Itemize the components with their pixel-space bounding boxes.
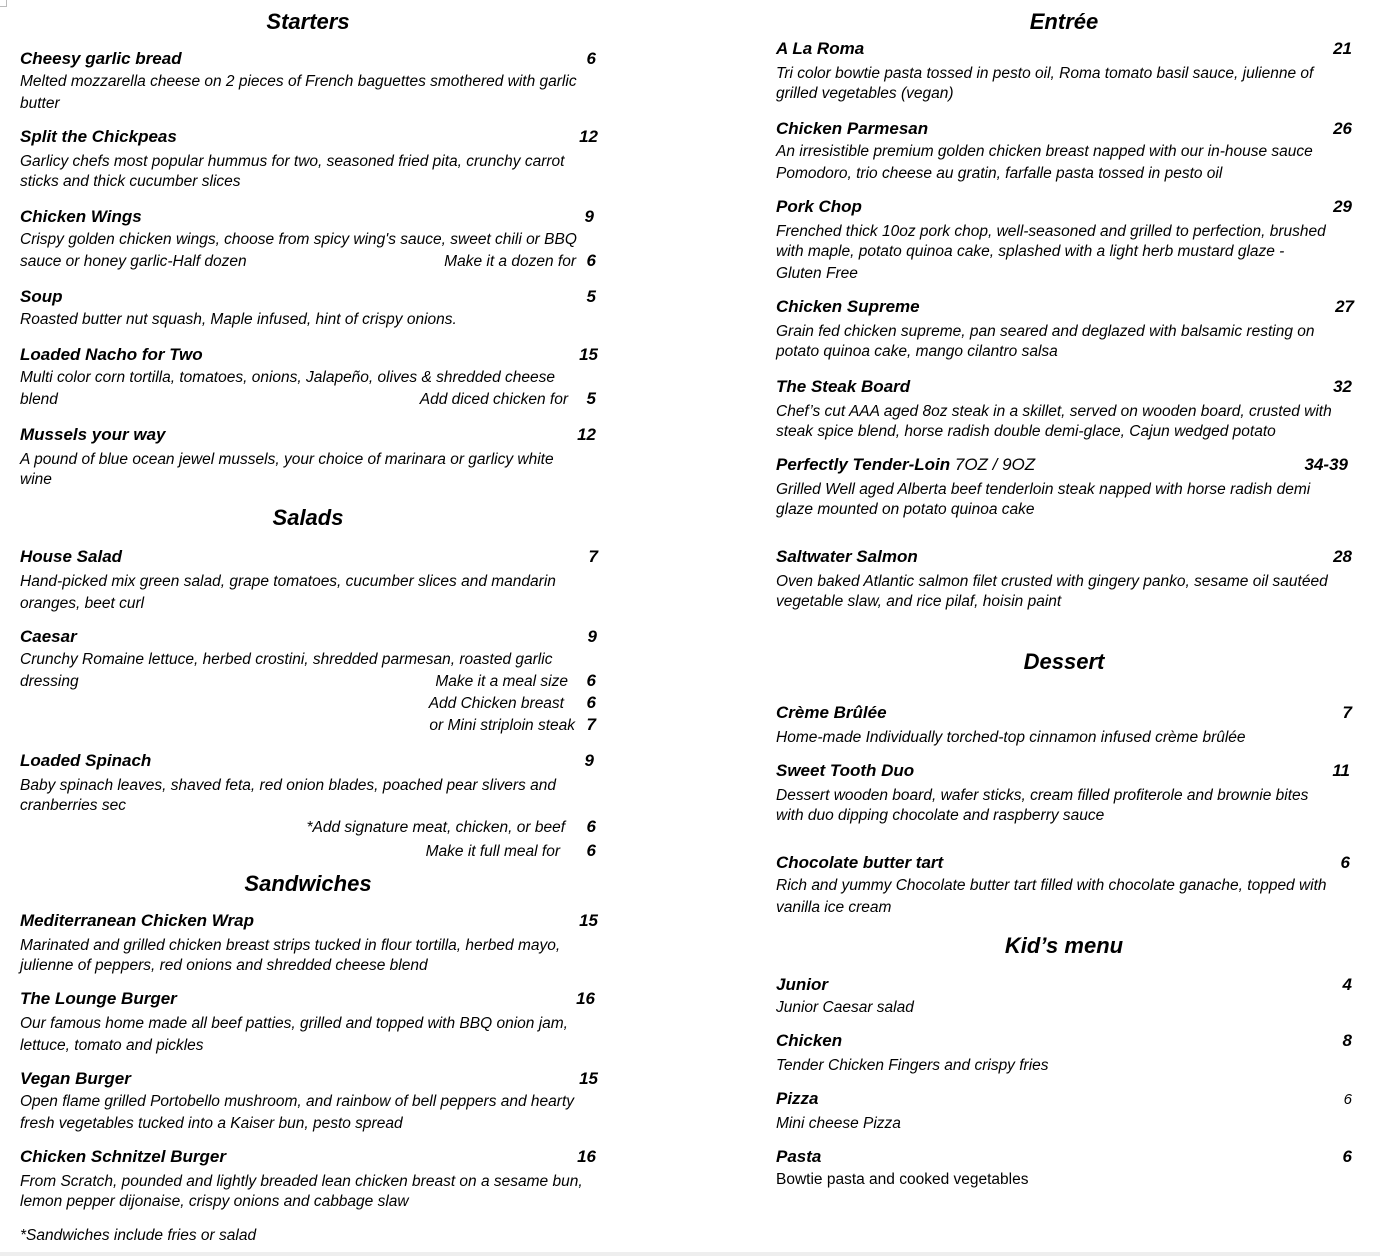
addon-price: 6	[586, 671, 596, 690]
item-description: Grain fed chicken supreme, pan seared and deglazed with balsamic resting on	[776, 323, 1315, 340]
item-price: 9	[584, 751, 594, 770]
addon-price: 6	[586, 817, 596, 836]
item-price: 6	[1342, 1147, 1352, 1166]
item-description: vegetable slaw, and rice pilaf, hoisin paint	[776, 593, 1062, 610]
item-price: 16	[576, 989, 595, 1008]
item-description: A pound of blue ocean jewel mussels, your choice of marinara or garlicy white	[20, 451, 554, 468]
item-price: 21	[1333, 39, 1352, 58]
item-price: 15	[579, 911, 598, 930]
item-price: 6	[1343, 1091, 1352, 1108]
item-description: sticks and thick cucumber slices	[20, 173, 241, 190]
addon-price: 7	[586, 715, 596, 734]
item-price: 9	[584, 207, 594, 226]
item-price: 11	[1332, 761, 1350, 780]
item-description: glaze mounted on potato quinoa cake	[776, 501, 1035, 518]
item-description: Our famous home made all beef patties, grilled and topped with BBQ onion jam,	[20, 1015, 568, 1032]
section-heading-salads: Salads	[272, 505, 344, 530]
item-description: potato quinoa cake, mango cilantro salsa	[776, 343, 1058, 360]
addon-label: Make it a meal size	[435, 673, 568, 690]
item-description: Garlicy chefs most popular hummus for two, seasoned fried pita, crunchy carrot	[20, 153, 565, 170]
item-description: Melted mozzarella cheese on 2 pieces of French baguettes smothered with garlic	[20, 73, 577, 90]
item-name: Loaded Spinach	[20, 751, 152, 770]
section-heading-dessert: Dessert	[1023, 649, 1105, 674]
item-name: Vegan Burger	[20, 1069, 131, 1088]
addon-label: or Mini striploin steak	[429, 717, 575, 734]
item-description: lemon pepper dijonaise, crispy onions and cabbage slaw	[20, 1193, 409, 1210]
item-price: 15	[579, 345, 598, 364]
section-heading-sandwiches: Sandwiches	[244, 871, 372, 896]
item-description: sauce or honey garlic-Half dozen	[20, 253, 247, 270]
item-price: 4	[1342, 975, 1352, 994]
item-price: 8	[1342, 1031, 1352, 1050]
item-description: Grilled Well aged Alberta beef tenderloin steak napped with horse radish demi	[776, 481, 1311, 498]
item-description: oranges, beet curl	[20, 595, 145, 612]
item-description: steak spice blend, horse radish double demi-glace, Cajun wedged potato	[776, 423, 1276, 440]
item-name: Pasta	[776, 1147, 822, 1166]
item-description: fresh vegetables tucked into a Kaiser bun, pesto spread	[20, 1115, 403, 1132]
item-price: 6	[586, 49, 596, 68]
item-name: Pork Chop	[776, 197, 862, 216]
addon-price: 6	[586, 841, 596, 860]
item-name: House Salad	[20, 547, 123, 566]
item-price: 12	[577, 425, 596, 444]
item-name: Chicken Schnitzel Burger	[20, 1147, 226, 1166]
addon-price: 5	[586, 389, 596, 408]
item-description: Roasted butter nut squash, Maple infused, hint of crispy onions.	[20, 311, 457, 328]
item-description: Marinated and grilled chicken breast strips tucked in flour tortilla, herbed mayo,	[20, 937, 561, 954]
item-name	[776, 455, 1035, 475]
item-description: with maple, potato quinoa cake, splashed with a light herb mustard glaze -	[776, 243, 1285, 260]
item-description: An irresistible premium golden chicken breast napped with our in-house sauce	[776, 143, 1313, 160]
item-description: Hand-picked mix green salad, grape tomatoes, cucumber slices and mandarin	[20, 573, 556, 590]
addon-label: Make it a dozen for	[444, 253, 576, 270]
section-heading-starters: Starters	[266, 9, 350, 34]
item-name: Crème Brûlée	[776, 703, 887, 722]
item-name: Split the Chickpeas	[20, 127, 177, 146]
item-price: 15	[579, 1069, 598, 1088]
item-description: wine	[20, 471, 52, 488]
item-name: Cheesy garlic bread	[20, 49, 182, 68]
item-description: with duo dipping chocolate and raspberry sauce	[776, 807, 1105, 824]
item-name: Chicken Wings	[20, 207, 142, 226]
item-name: Mediterranean Chicken Wrap	[20, 911, 254, 930]
item-price: 29	[1333, 197, 1352, 216]
item-price: 16	[577, 1147, 596, 1166]
item-description: Mini cheese Pizza	[776, 1115, 901, 1132]
item-description: Baby spinach leaves, shaved feta, red onion blades, poached pear slivers and	[20, 777, 556, 794]
addon-label: Add Chicken breast	[428, 695, 564, 712]
item-price: 26	[1333, 119, 1352, 138]
item-name: Chicken Supreme	[776, 297, 920, 316]
item-description: Home-made Individually torched-top cinnamon infused crème brûlée	[776, 729, 1246, 746]
item-name: Chicken	[776, 1031, 843, 1050]
item-price: 12	[579, 127, 598, 146]
addon-price: 6	[586, 693, 596, 712]
item-name: Chicken Parmesan	[776, 119, 929, 138]
addon-label: Make it full meal for	[425, 843, 560, 860]
item-name: The Lounge Burger	[20, 989, 177, 1008]
item-price: 7	[1342, 703, 1352, 722]
item-price: 28	[1333, 547, 1352, 566]
page-bottom-edge	[0, 1252, 1380, 1256]
item-name-text: Perfectly Tender-Loin	[776, 455, 951, 474]
item-description: blend	[20, 391, 58, 408]
item-description: Dessert wooden board, wafer sticks, cream filled profiterole and brownie bites	[776, 787, 1309, 804]
addon-price: 6	[586, 251, 596, 270]
item-name: A La Roma	[776, 39, 865, 58]
item-description: From Scratch, pounded and lightly breaded lean chicken breast on a sesame bun,	[20, 1173, 583, 1190]
item-price: 9	[587, 627, 597, 646]
item-name: Chocolate butter tart	[776, 853, 944, 872]
item-name: Pizza	[776, 1089, 819, 1108]
section-heading-entree: Entrée	[1029, 9, 1099, 34]
item-price: 5	[586, 287, 596, 306]
item-price: 27	[1335, 297, 1354, 316]
item-description: Tri color bowtie pasta tossed in pesto oil, Roma tomato basil sauce, julienne of	[776, 65, 1314, 82]
item-description: Crunchy Romaine lettuce, herbed crostini, shredded parmesan, roasted garlic	[20, 651, 553, 668]
item-name: Caesar	[20, 627, 77, 646]
item-price: 7	[588, 547, 598, 566]
item-description: lettuce, tomato and pickles	[20, 1037, 204, 1054]
item-name: Soup	[20, 287, 63, 306]
item-description: Multi color corn tortilla, tomatoes, onions, Jalapeño, olives & shredded cheese	[20, 369, 556, 386]
item-description: Chef’s cut AAA aged 8oz steak in a skillet, served on wooden board, crusted with	[776, 403, 1332, 420]
item-description: Open flame grilled Portobello mushroom, and rainbow of bell peppers and hearty	[20, 1093, 575, 1110]
item-description: Bowtie pasta and cooked vegetables	[776, 1171, 1029, 1188]
item-description: Crispy golden chicken wings, choose from spicy wing's sauce, sweet chili or BBQ	[20, 231, 577, 248]
item-name: Mussels your way	[20, 425, 166, 444]
sandwiches-note: *Sandwiches include fries or salad	[20, 1227, 257, 1244]
item-description: Junior Caesar salad	[776, 999, 914, 1016]
item-description: Pomodoro, trio cheese au gratin, farfalle pasta tossed in pesto oil	[776, 165, 1223, 182]
item-description: Frenched thick 10oz pork chop, well-seasoned and grilled to perfection, brushed	[776, 223, 1326, 240]
item-size-options: 7OZ / 9OZ	[950, 455, 1036, 474]
item-description: Tender Chicken Fingers and crispy fries	[776, 1057, 1049, 1074]
item-description: butter	[20, 95, 60, 112]
item-description: Gluten Free	[776, 265, 858, 282]
item-name: Saltwater Salmon	[776, 547, 918, 566]
item-description: Rich and yummy Chocolate butter tart filled with chocolate ganache, topped with	[776, 877, 1327, 894]
section-heading-kids: Kid’s menu	[1004, 933, 1124, 958]
item-description: cranberries sec	[20, 797, 126, 814]
item-description: vanilla ice cream	[776, 899, 892, 916]
item-description: grilled vegetables (vegan)	[776, 85, 954, 102]
item-price: 6	[1340, 853, 1350, 872]
item-name: Sweet Tooth Duo	[776, 761, 915, 780]
item-price: 32	[1333, 377, 1352, 396]
item-description: Oven baked Atlantic salmon filet crusted with gingery panko, sesame oil sautéed	[776, 573, 1328, 590]
addon-label: *Add signature meat, chicken, or beef	[306, 819, 565, 836]
item-description: julienne of peppers, red onions and shredded cheese blend	[20, 957, 428, 974]
item-description: dressing	[20, 673, 79, 690]
item-name: Junior	[776, 975, 828, 994]
item-name: The Steak Board	[776, 377, 911, 396]
addon-label: Add diced chicken for	[419, 391, 568, 408]
item-name: Loaded Nacho for Two	[20, 345, 203, 364]
item-price: 34-39	[1304, 455, 1348, 474]
